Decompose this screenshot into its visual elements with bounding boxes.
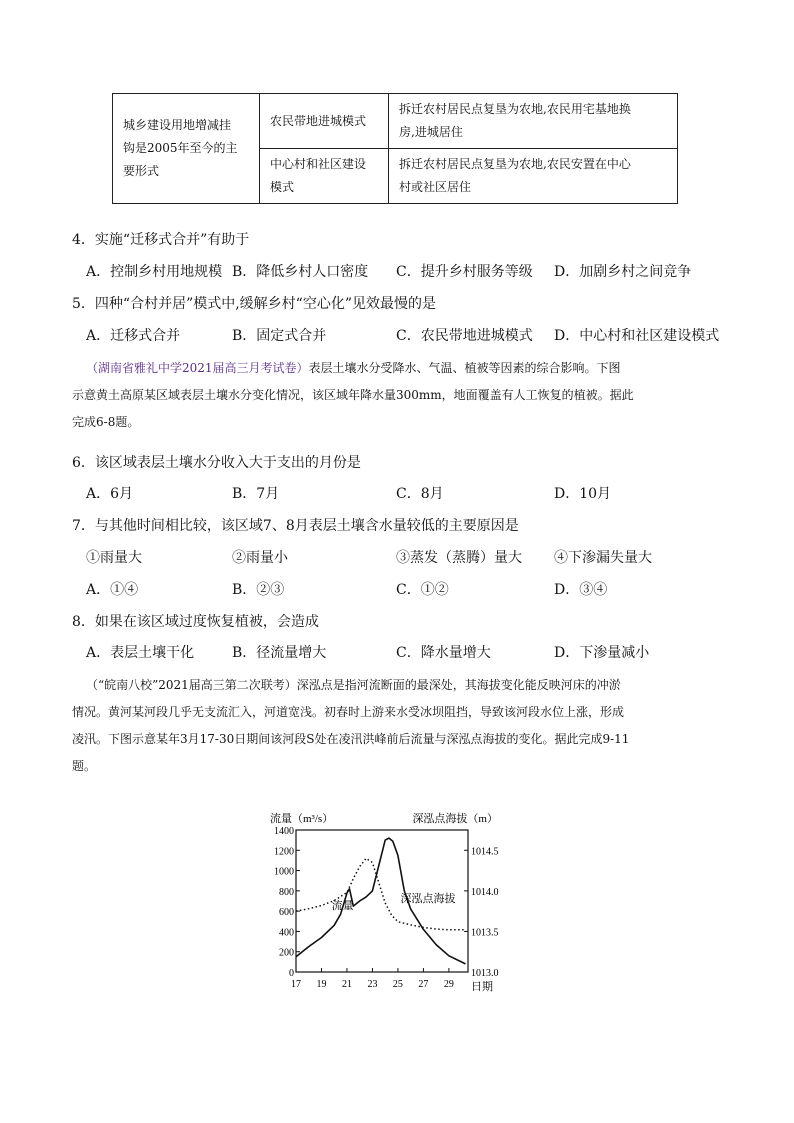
q4-option-b[interactable]: B．降低乡村人口密度 bbox=[232, 264, 369, 280]
table-desc-cell: 拆迁农村居民点复垦为农地,农民用宅基地换 房,进城居住 bbox=[389, 94, 678, 149]
q5-option-b[interactable]: B．固定式合并 bbox=[232, 328, 327, 344]
table-left-cell: 城乡建设用地增减挂 钩是2005年至今的主 要形式 bbox=[113, 94, 260, 204]
question-5-stem: 5．四种“合村并居”模式中,缓解乡村“空心化”见效最慢的是 bbox=[72, 296, 436, 312]
q7-option-b[interactable]: B．②③ bbox=[232, 582, 285, 598]
q4-option-d[interactable]: D．加剧乡村之间竞争 bbox=[554, 264, 692, 280]
q7-statement-1: ①雨量大 bbox=[86, 550, 142, 566]
intro-1-source: （湖南省雅礼中学2021届高三月考试卷） bbox=[86, 361, 309, 375]
left-tick-label: 800 bbox=[279, 886, 294, 898]
left-tick-label: 0 bbox=[289, 968, 294, 979]
q6-option-a[interactable]: A．6月 bbox=[86, 486, 134, 502]
q8-option-b[interactable]: B．径流量增大 bbox=[232, 645, 327, 661]
x-tick-label: 25 bbox=[392, 979, 403, 990]
x-tick-label: 27 bbox=[418, 979, 429, 990]
question-6-stem: 6．该区域表层土壤水分收入大于支出的月份是 bbox=[72, 455, 361, 471]
info-table bbox=[112, 93, 678, 204]
left-tick-label: 400 bbox=[279, 927, 294, 939]
intro-2-line-2: 情况。黄河某河段几乎无支流汇入，河道宽浅。初春时上游来水受冰坝阻挡，导致该河段水位上涨，形成 bbox=[72, 705, 625, 719]
table-desc-cell: 拆迁农村居民点复垦为农地,农民安置在中心 村或社区居住 bbox=[389, 149, 678, 204]
left-tick-label: 200 bbox=[279, 947, 294, 959]
x-axis-title: 日期 bbox=[471, 981, 493, 993]
q8-option-d[interactable]: D．下渗量减小 bbox=[554, 645, 650, 661]
left-tick-label: 600 bbox=[279, 907, 294, 919]
right-tick-label: 1013.5 bbox=[471, 927, 499, 939]
q6-option-b[interactable]: B．7月 bbox=[232, 486, 280, 502]
q5-option-c[interactable]: C．农民带地进城模式 bbox=[396, 328, 533, 344]
q8-option-a[interactable]: A．表层土壤干化 bbox=[86, 645, 195, 661]
left-tick-label: 1200 bbox=[274, 846, 294, 858]
q6-option-d[interactable]: D．10月 bbox=[554, 486, 612, 502]
flow-elevation-chart bbox=[262, 800, 502, 1000]
left-axis-title: 流量（m³/s） bbox=[270, 813, 334, 825]
q7-statement-3: ③蒸发（蒸腾）量大 bbox=[396, 550, 522, 566]
x-tick-label: 21 bbox=[341, 979, 352, 990]
table-mode-cell: 农民带地进城模式 bbox=[260, 94, 389, 149]
q5-option-d[interactable]: D．中心村和社区建设模式 bbox=[554, 328, 720, 344]
flow-series-label: 流量 bbox=[331, 900, 354, 913]
intro-1-line-2: 示意黄土高原某区域表层土壤水分变化情况，该区域年降水量300mm，地面覆盖有人工恢复的植被。据此 bbox=[72, 388, 634, 402]
q6-option-c[interactable]: C．8月 bbox=[396, 486, 444, 502]
x-tick-label: 23 bbox=[367, 979, 378, 990]
intro-1-line-1: （湖南省雅礼中学2021届高三月考试卷）表层土壤水分受降水、气温、植被等因素的综合影响。下图 bbox=[86, 361, 621, 375]
right-tick-label: 1014.5 bbox=[471, 846, 499, 858]
left-tick-label: 1000 bbox=[274, 866, 294, 878]
right-tick-label: 1013.0 bbox=[471, 968, 499, 979]
right-axis-title: 深泓点海拔（m） bbox=[412, 813, 498, 825]
left-tick-label: 1400 bbox=[274, 826, 294, 837]
x-tick-label: 19 bbox=[316, 979, 327, 990]
table-mode-cell: 中心村和社区建设 模式 bbox=[260, 149, 389, 204]
x-tick-label: 17 bbox=[291, 979, 301, 990]
intro-1-line-3: 完成6-8题。 bbox=[72, 415, 140, 429]
question-8-stem: 8．如果在该区域过度恢复植被，会造成 bbox=[72, 614, 319, 630]
intro-2-line-3: 凌汛。下图示意某年3月17-30日期间该河段S处在凌汛洪峰前后流量与深泓点海拔的变化。据此完成9-11 bbox=[72, 732, 630, 746]
q4-option-c[interactable]: C．提升乡村服务等级 bbox=[396, 264, 533, 280]
q7-option-c[interactable]: C．①② bbox=[396, 582, 449, 598]
intro-2-line-1: （“皖南八校”2021届高三第二次联考）深泓点是指河流断面的最深处，其海拔变化能反映河床的冲淤 bbox=[86, 678, 621, 692]
right-tick-label: 1014.0 bbox=[471, 886, 499, 898]
q7-statement-4: ④下渗漏失量大 bbox=[554, 550, 652, 566]
q4-option-a[interactable]: A．控制乡村用地规模 bbox=[86, 264, 223, 280]
q8-option-c[interactable]: C．降水量增大 bbox=[396, 645, 491, 661]
q7-option-d[interactable]: D．③④ bbox=[554, 582, 608, 598]
elevation-series-label: 深泓点海拔 bbox=[400, 893, 456, 906]
q7-option-a[interactable]: A．①④ bbox=[86, 582, 139, 598]
x-tick-label: 29 bbox=[443, 979, 454, 990]
question-7-stem: 7．与其他时间相比较，该区域7、8月表层土壤含水量较低的主要原因是 bbox=[72, 518, 519, 534]
intro-2-line-4: 题。 bbox=[72, 759, 97, 773]
q7-statement-2: ②雨量小 bbox=[232, 550, 288, 566]
question-4-stem: 4．实施“迁移式合并”有助于 bbox=[72, 232, 250, 248]
q5-option-a[interactable]: A．迁移式合并 bbox=[86, 328, 181, 344]
